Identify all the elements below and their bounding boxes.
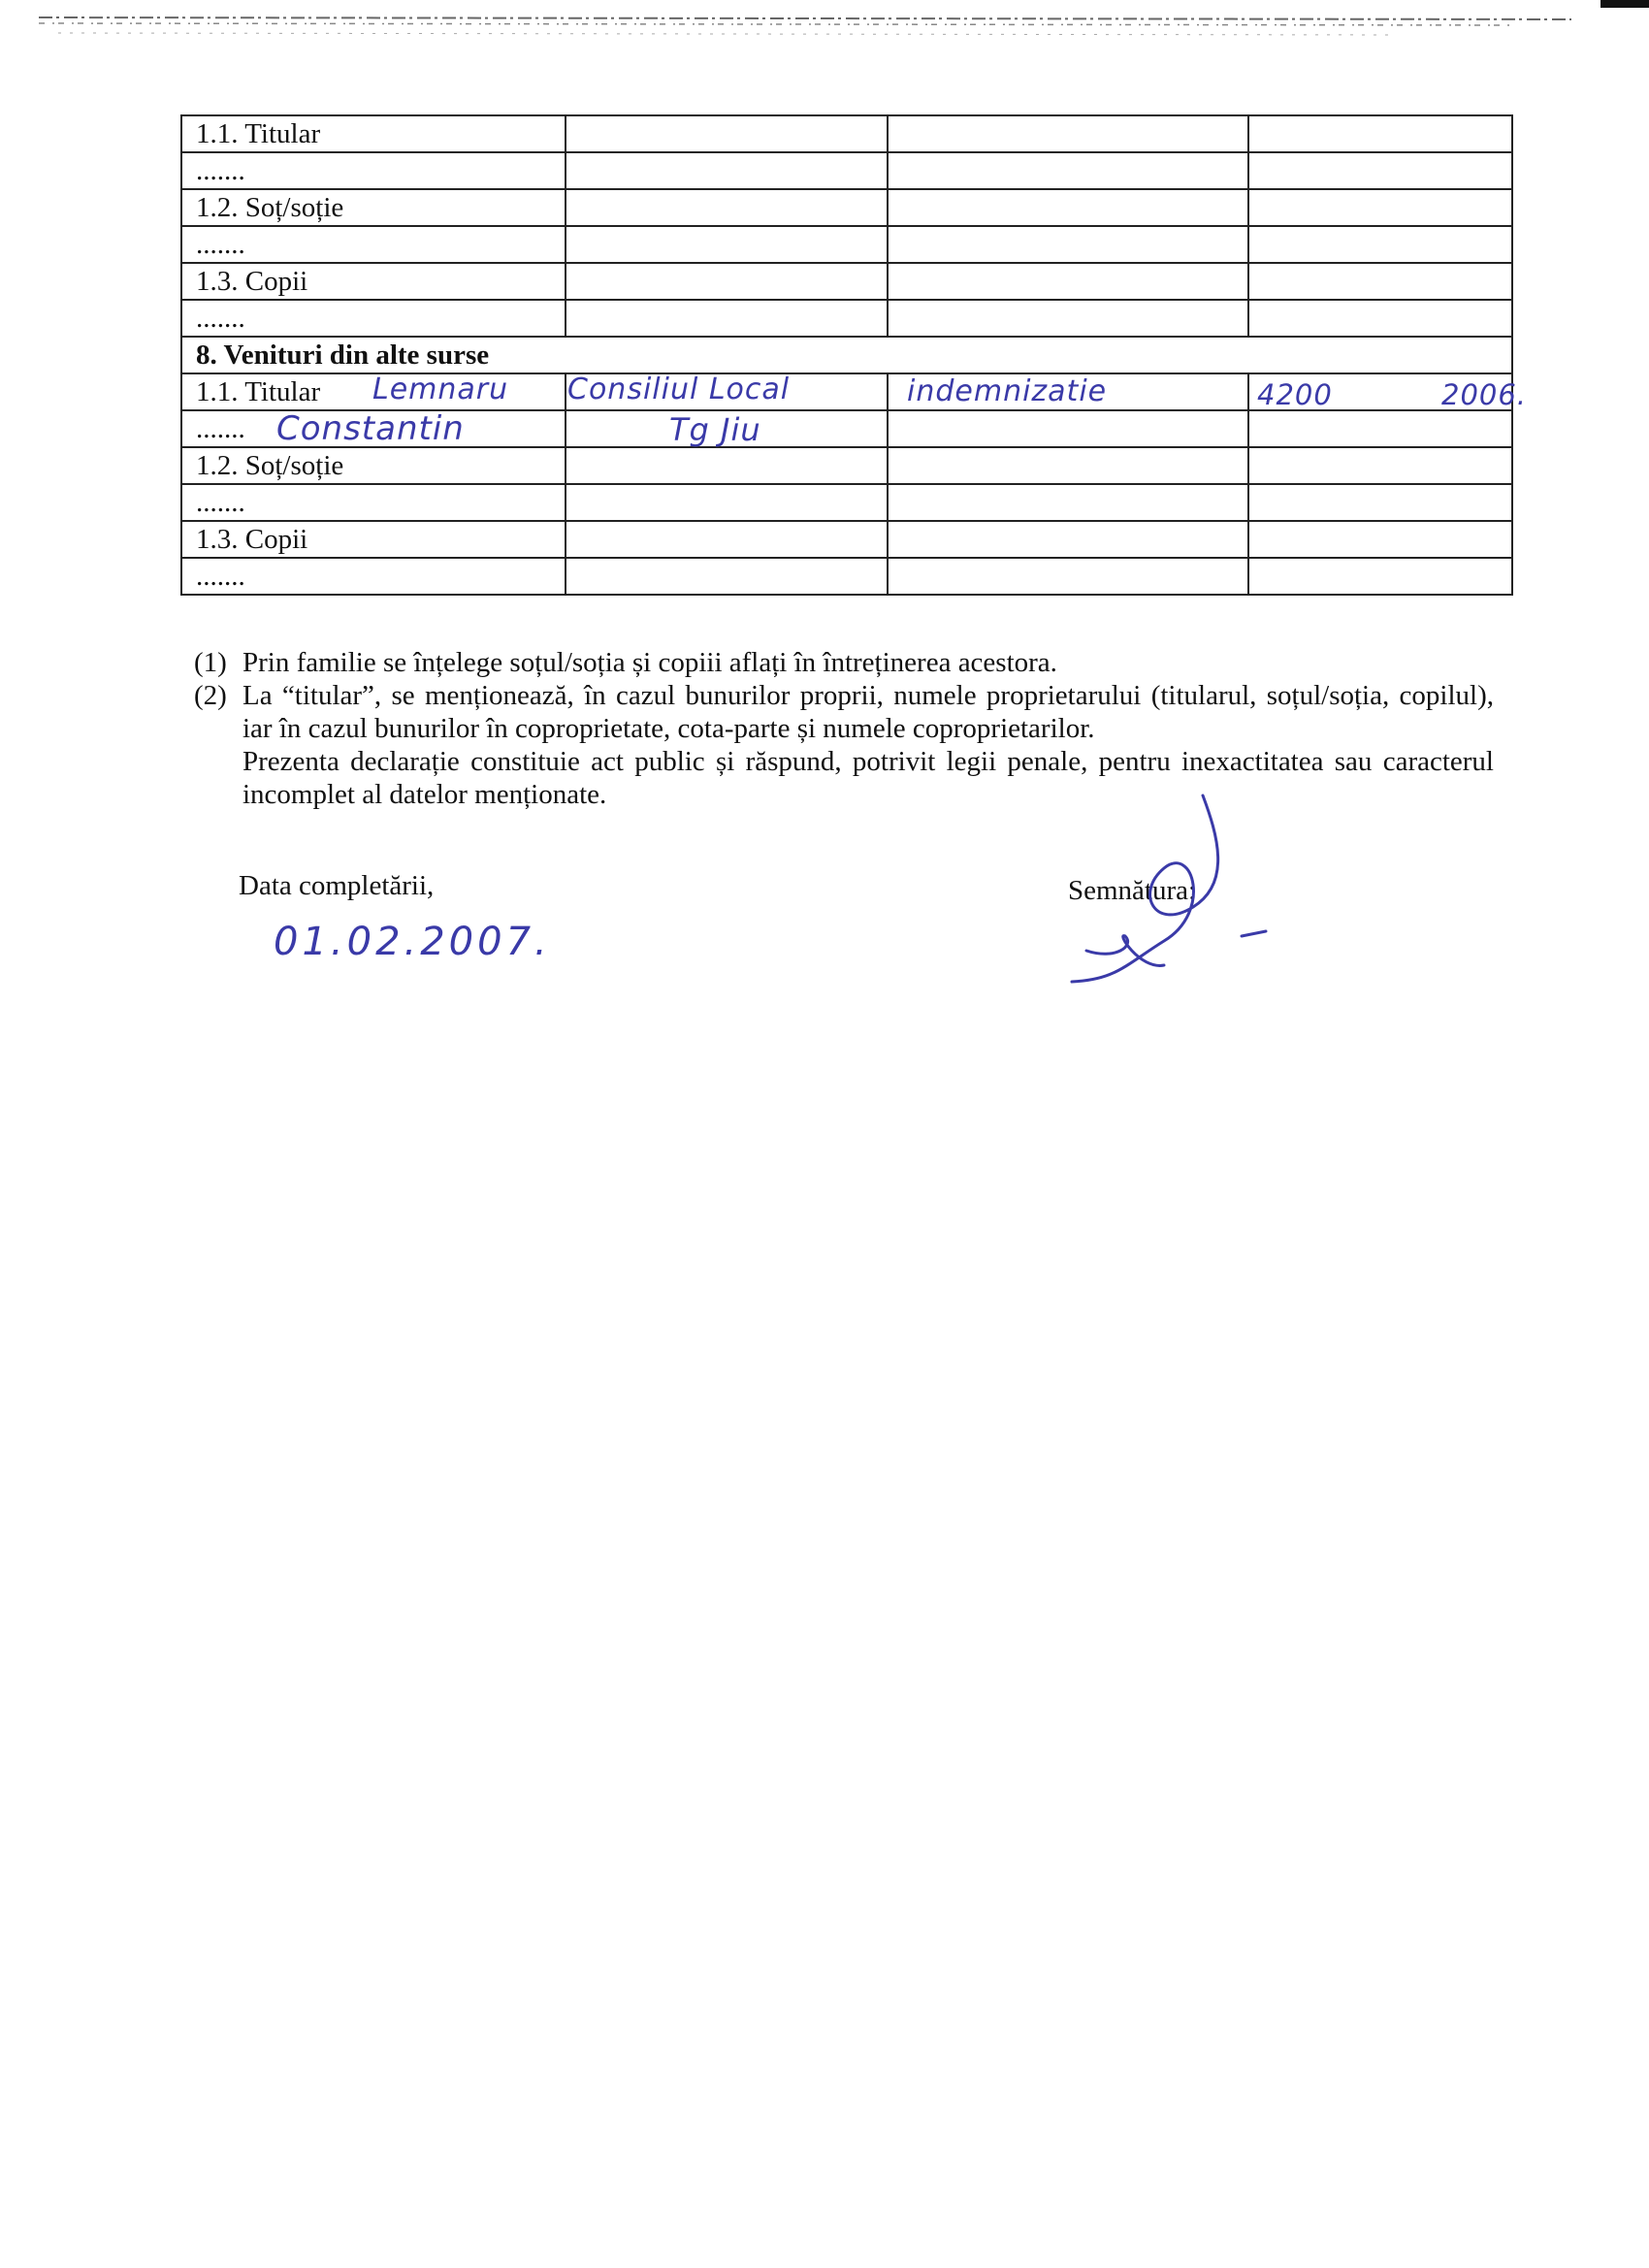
row-label: ....... <box>181 558 566 595</box>
handwritten-name-2: Constantin <box>276 409 465 448</box>
scan-artifact <box>39 14 1571 52</box>
signature-image <box>1048 776 1280 999</box>
date-label: Data completării, <box>239 870 435 901</box>
footnote: (2) La “titular”, se menționează, în cazul bunurilor proprii, numele proprietarului (titularul, soțul/soția, copilul), iar în cazul bunurilor în coproprietate, cota-parte și numele coproprietarilor. <box>194 680 1494 744</box>
row-label: 1.3. Copii <box>181 263 566 300</box>
declaration-text: Prezenta declarație constituie act public și răspund, potrivit legii penale, pentru inexactitatea sau caracterul incomplet al datelor menționate. <box>242 746 1494 810</box>
handwritten-name: Lemnaru <box>372 373 509 406</box>
row-label: 1.2. Soț/soție <box>181 189 566 226</box>
table-row <box>181 521 1512 558</box>
table-row <box>181 115 1512 152</box>
table-row <box>181 226 1512 263</box>
row-label: 1.1. Titular <box>181 115 566 152</box>
row-label: 1.1. Titular <box>181 373 566 410</box>
row-label: ....... <box>181 226 566 263</box>
row-label: ....... <box>181 300 566 337</box>
section-heading-row <box>181 337 1512 373</box>
row-label: ....... <box>181 484 566 521</box>
table-row <box>181 189 1512 226</box>
row-label: 1.3. Copii <box>181 521 566 558</box>
handwritten-year: 2006. <box>1441 378 1528 411</box>
signature-label: Semnătura: <box>1068 875 1197 906</box>
table-row <box>181 152 1512 189</box>
footnotes <box>194 646 1494 811</box>
handwritten-date: 01.02.2007. <box>274 920 551 964</box>
table-row <box>181 300 1512 337</box>
table-row <box>181 558 1512 595</box>
scan-corner-mark <box>1600 0 1649 8</box>
income-table <box>180 114 1513 596</box>
handwritten-amount: 4200 <box>1257 378 1333 411</box>
section-heading: 8. Venituri din alte surse <box>181 337 1512 373</box>
handwritten-source: Consiliul Local <box>567 373 791 406</box>
handwritten-source-2: Tg Jiu <box>669 411 761 448</box>
table-row <box>181 484 1512 521</box>
row-label: ....... <box>181 152 566 189</box>
handwritten-income-type: indemnizatie <box>907 374 1108 408</box>
row-label: ....... <box>181 410 566 447</box>
table-row <box>181 263 1512 300</box>
row-label: 1.2. Soț/soție <box>181 447 566 484</box>
table-row <box>181 447 1512 484</box>
footnote: (1) Prin familie se înțelege soțul/soția și copiii aflați în întreținerea acestora. <box>194 647 1057 678</box>
